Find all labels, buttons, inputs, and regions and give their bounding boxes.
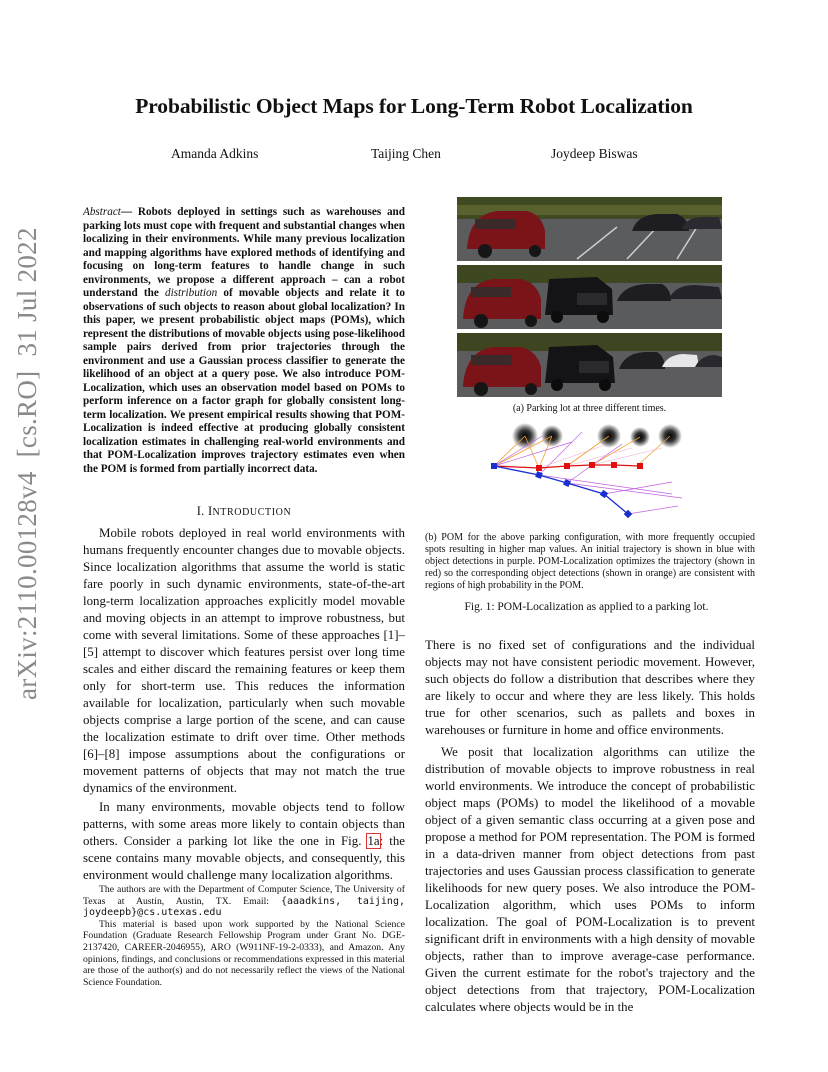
arxiv-date: 31 Jul 2022 [12, 227, 42, 357]
parking-lot-photo-2 [457, 265, 722, 329]
figure-reference-link[interactable]: 1a [367, 834, 380, 848]
intro-paragraph-2-start: In many environments, movable objects tend to follow patterns, with some areas more likely to contain objects than others. Consider a parking lot like the one in Fig. [83, 800, 405, 848]
abstract-emphasis: distribution [164, 287, 218, 299]
abstract-label: Abstract [83, 206, 121, 218]
section-number: I. [196, 504, 209, 518]
author-3: Joydeep Biswas [551, 146, 638, 161]
figure-caption-b: (b) POM for the above parking configuration, with more frequently occupied spots resulting in higher map values. An initial trajectory is shown in blue with object detections in purple. POM-Localization optimizes the trajectory (shown in red) so the corresponding object detections (shown in orange) are consistent with regions of high probability in the POM. [425, 532, 755, 591]
paper-title: Probabilistic Object Maps for Long-Term Robot Localization [135, 94, 693, 118]
arxiv-id: arXiv:2110.00128v4 [12, 471, 42, 700]
optimized-trajectory [494, 462, 643, 471]
parking-lot-photo-1 [457, 197, 722, 261]
right-column-body [425, 637, 755, 1016]
author-emails[interactable]: {aaadkins, taijing, joydeepb}@cs.utexas.edu [83, 895, 405, 919]
footnote-affiliation [83, 884, 405, 919]
intro-paragraph-1: Mobile robots deployed in real world environments with humans frequently encounter changes due to movable objects. Since localization algorithms that assume the world is static fare poorly in such dynamic environments, state-of-the-art long-term localization approaches explicitly model movable and moving objects in an attempt to improve robustness, but come with several limitations. Some of these approaches [1]–[5] attempt to discover which features persist over long time scales and either discard the remaining features or keep them only for short-term use. This reduces the information available for localization, particularly when such movable objects comprise a large portion of the scene, and can cause the localization estimate to drift over time. Other methods [6]–[8] impose assumptions about the configurations or movement patterns of objects that may not match the true dynamics of the environment. [83, 526, 405, 795]
abstract-text-2: of movable objects and relate it to observations of such objects to reason about global localization? In this paper, we present probabilistic object maps (POMs), which represent the distributions of movable objects using pose-likelihood sample pairs derived from prior trajectories through the environment and use a Gaussian process classifier to generate the likelihood of an object at a query pose. We also introduce POM-Localization, which uses an observation model based on POMs to perform inference on a factor graph for globally consistent long-term localization. We present empirical results showing that POM-Localization is indeed effective at producing globally consistent localization estimates in challenging real-world environments and that POM-Localization improves trajectory estimates even when the POM is formed from partially incorrect data. [83, 287, 405, 475]
right-paragraph-2: We posit that localization algorithms can utilize the distribution of movable objects to improve robustness in real world environments. We introduce the concept of probabilistic object maps (POMs) to model the likelihood of a movable object of a given semantic class occurring at a given pose and propose a method for POM representation. The POM is formed in a data-driven manner from object detections from past trajectories and uses Gaussian process classification to generate likelihoods for new query poses. We also introduce the POM-Localization algorithm, which uses POMs to inform localization. The goal of POM-Localization is to prevent significant drift in environments with a high density of movable objects, rather than to improve average-case performance. Given the current estimate for the robot's trajectory and the object detections from that trajectory, POM-Localization calculates where objects would be in the [425, 745, 755, 1014]
section-title-rest: NTRODUCTION [212, 507, 292, 518]
initial-trajectory [491, 463, 632, 518]
pom-diagram [482, 418, 698, 522]
footnotes [83, 884, 405, 988]
arxiv-sidebar-stamp [12, 227, 43, 700]
pom-likelihood-blobs [512, 423, 682, 449]
author-1: Amanda Adkins [171, 146, 259, 161]
arxiv-category: [cs.RO] [12, 370, 42, 458]
abstract-dash: — [120, 206, 138, 218]
left-column-body [83, 525, 405, 884]
section-title-initial: I [208, 504, 213, 518]
parking-lot-photo-3 [457, 333, 722, 397]
figure-caption-a: (a) Parking lot at three different times. [512, 403, 667, 414]
author-2: Taijing Chen [371, 146, 441, 161]
section-heading [83, 504, 405, 519]
abstract-text-1: Robots deployed in settings such as warehouses and parking lots must cope with frequent and substantial changes when localizing in their environments. While many previous localization and mapping algorithms have explored methods of identifying and focusing on long-term features to handle change in such environments, we propose a different approach – can a robot understand the [83, 206, 406, 299]
abstract [83, 206, 405, 476]
intro-paragraph-2-end: : the scene contains many movable objects, and consequently, this environment would challenge many localization algorithms. [83, 834, 405, 882]
intro-paragraph-2 [83, 799, 405, 884]
figure-1-caption: Fig. 1: POM-Localization as applied to a parking lot. [464, 601, 709, 613]
right-paragraph-1: There is no fixed set of configurations and the individual objects may not have consistent periodic movement. However, such objects do follow a distribution that describes where they are likely to occur and where they are less likely. This holds true for other scenarios, such as pallets and boxes in warehouses or furniture in home and office environments. [425, 638, 755, 737]
footnote-funding: This material is based upon work supported by the National Science Foundation (Graduate Research Fellowship Program under Grant No. DGE-2137420, CAREER-2046955), ARO (W911NF-19-2-0333), and Amazon. Any opinions, findings, and conclusions or recommendations expressed in this material are those of the author(s) and do not necessarily reflect the views of the National Science Foundation. [83, 918, 405, 988]
footnote-affiliation-text: The authors are with the Department of Computer Science, The University of Texas at Austin, Austin, TX. Email: [83, 884, 405, 907]
